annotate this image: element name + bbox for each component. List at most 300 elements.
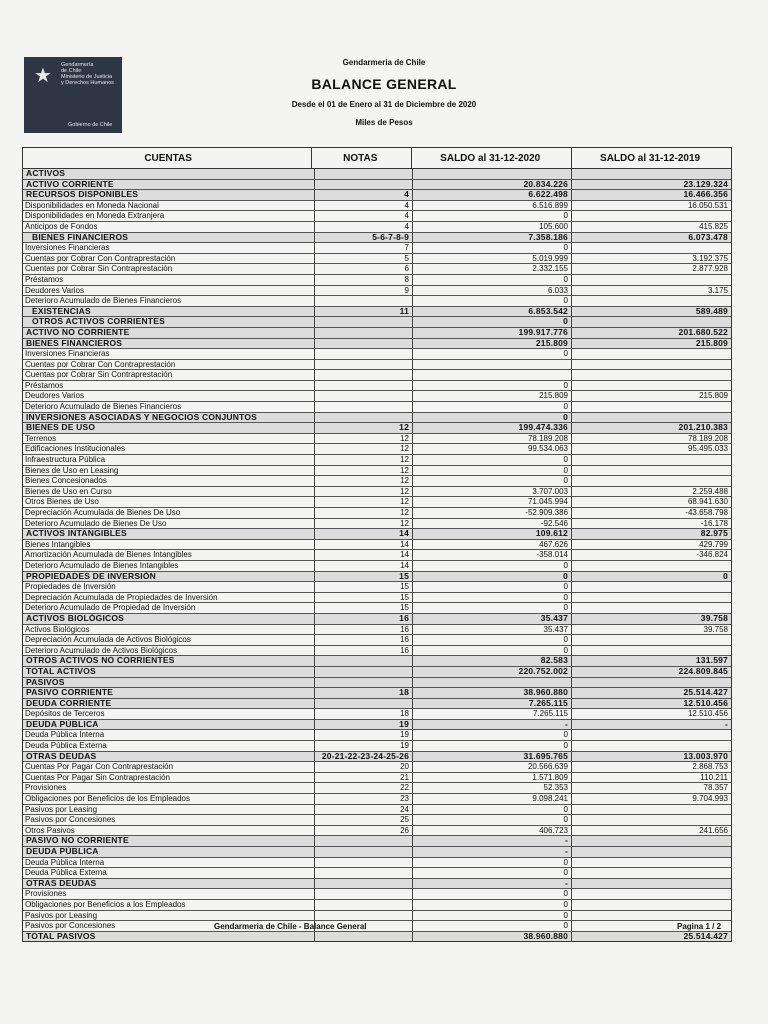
row-label: DEUDA PÚBLICA	[23, 720, 315, 730]
row-notas: 19	[315, 741, 413, 751]
row-notas	[315, 370, 413, 380]
row-saldo-2020: 467.626	[413, 540, 572, 550]
row-label: Activos Biológicos	[23, 625, 315, 635]
table-row	[23, 466, 731, 477]
row-notas: 12	[315, 423, 413, 433]
row-label: Obligaciones por Beneficios a los Empleados	[23, 900, 315, 910]
row-label: Cuentas por Cobrar Sin Contraprestación	[23, 370, 315, 380]
row-label: Inversiones Financieras	[23, 349, 315, 359]
row-label: Depósitos de Terceros	[23, 709, 315, 719]
row-saldo-2020: 0	[413, 911, 572, 921]
row-saldo-2019	[572, 211, 731, 221]
table-header	[23, 148, 731, 169]
row-saldo-2020: 6.516.899	[413, 201, 572, 211]
table-row	[23, 805, 731, 816]
row-saldo-2020: 0	[413, 858, 572, 868]
row-saldo-2019: 2.868.753	[692, 762, 728, 772]
row-saldo-2020: 220.752.002	[413, 667, 572, 677]
row-notas: 19	[315, 720, 413, 730]
row-saldo-2019: 589.489	[695, 306, 728, 316]
table-row	[23, 783, 731, 794]
table-row	[23, 264, 731, 275]
row-saldo-2019: 241.656	[699, 825, 728, 835]
row-saldo-2020: 7.265.115	[413, 709, 572, 719]
column-header-saldo-2019: SALDO al 31-12-2019	[600, 152, 701, 164]
row-label: Bienes de Uso en Leasing	[23, 466, 315, 476]
row-saldo-2020: 35.437	[413, 625, 572, 635]
row-notas: 4	[315, 222, 413, 232]
row-saldo-2020: 52.353	[413, 783, 572, 793]
row-label: ACTIVOS INTANGIBLES	[23, 529, 315, 539]
row-notas: 15	[315, 582, 413, 592]
row-saldo-2020: 0	[413, 413, 572, 423]
row-notas: 19	[315, 730, 413, 740]
row-notas	[315, 678, 413, 688]
row-label: Provisiones	[23, 783, 315, 793]
row-notas: 4	[315, 190, 413, 200]
logo-org-text: Gendarmería de Chile Ministerio de Justicia y Derechos Humanos	[61, 62, 114, 86]
row-label: Otros Bienes de Uso	[23, 497, 315, 507]
row-notas	[315, 667, 413, 677]
table-row	[23, 868, 731, 879]
table-row	[23, 646, 731, 657]
row-label: ACTIVO NO CORRIENTE	[23, 328, 315, 338]
row-saldo-2019: 224.809.845	[678, 666, 728, 676]
row-notas: 25	[315, 815, 413, 825]
table-row	[23, 794, 731, 805]
table-row	[23, 625, 731, 636]
row-label: INVERSIONES ASOCIADAS Y NEGOCIOS CONJUNTOS	[23, 413, 315, 423]
row-saldo-2019: 39.758	[703, 624, 728, 634]
row-saldo-2019	[572, 911, 731, 921]
row-notas	[315, 858, 413, 868]
row-saldo-2020: 0	[413, 593, 572, 603]
row-saldo-2019	[572, 349, 731, 359]
row-saldo-2019	[572, 360, 731, 370]
table-row	[23, 572, 731, 583]
row-notas	[315, 847, 413, 857]
row-label: Pasivos por Concesiones	[23, 815, 315, 825]
table-row	[23, 858, 731, 869]
table-row	[23, 699, 731, 710]
row-saldo-2019	[572, 879, 731, 889]
table-row	[23, 211, 731, 222]
row-saldo-2019	[572, 296, 731, 306]
row-label: EXISTENCIAS	[23, 307, 315, 317]
row-label: Pasivos por Concesiones	[23, 921, 315, 931]
row-label: Deterioro Acumulado de Bienes De Uso	[23, 519, 315, 529]
row-saldo-2019: 16.466.356	[683, 190, 728, 200]
table-row	[23, 455, 731, 466]
row-saldo-2020: 82.583	[413, 656, 572, 666]
row-notas: 16	[315, 646, 413, 656]
table-row	[23, 233, 731, 244]
row-saldo-2020: 109.612	[413, 529, 572, 539]
row-label: Préstamos	[23, 275, 315, 285]
row-saldo-2020: -358.014	[413, 550, 572, 560]
table-row	[23, 529, 731, 540]
table-row	[23, 434, 731, 445]
row-saldo-2019: 78.357	[703, 783, 728, 793]
row-notas	[315, 932, 413, 942]
row-label: PASIVO NO CORRIENTE	[23, 836, 315, 846]
row-saldo-2020: 78.189.208	[413, 434, 572, 444]
row-saldo-2019	[572, 815, 731, 825]
table-row	[23, 286, 731, 297]
row-label: Terrenos	[23, 434, 315, 444]
row-notas	[315, 391, 413, 401]
row-saldo-2020: -52.909.386	[413, 508, 572, 518]
table-row	[23, 836, 731, 847]
row-notas: 7	[315, 243, 413, 253]
row-notas: 20-21-22-23-24-25-26	[315, 752, 413, 762]
row-saldo-2020: 7.358.186	[413, 233, 572, 243]
row-label: BIENES FINANCIEROS	[23, 339, 315, 349]
row-saldo-2019: 131.597	[695, 656, 728, 666]
table-row	[23, 508, 731, 519]
row-label: Anticipos de Fondos	[23, 222, 315, 232]
table-row	[23, 402, 731, 413]
table-row	[23, 614, 731, 625]
row-saldo-2019	[572, 868, 731, 878]
row-saldo-2020: 215.809	[413, 391, 572, 401]
row-saldo-2019	[572, 635, 731, 645]
row-saldo-2019: 215.809	[695, 338, 728, 348]
row-saldo-2019: 12.510.456	[683, 698, 728, 708]
table-row	[23, 413, 731, 424]
row-saldo-2020: 0	[413, 646, 572, 656]
table-body	[23, 169, 731, 941]
row-notas: 14	[315, 561, 413, 571]
row-saldo-2019: 110.211	[700, 772, 728, 782]
table-row	[23, 773, 731, 784]
row-saldo-2019	[572, 317, 731, 327]
row-saldo-2019: 95.495.033	[687, 444, 728, 454]
row-saldo-2019: 12.510.456	[687, 709, 728, 719]
row-notas: 12	[315, 444, 413, 454]
table-row	[23, 497, 731, 508]
row-notas: 12	[315, 476, 413, 486]
row-saldo-2019: 82.975	[700, 529, 728, 539]
row-notas	[315, 328, 413, 338]
row-saldo-2020: 0	[413, 402, 572, 412]
table-row	[23, 635, 731, 646]
row-label: Cuentas Por Pagar Con Contraprestación	[23, 762, 315, 772]
table-row	[23, 540, 731, 551]
row-label: Cuentas por Cobrar Con Contraprestación	[23, 360, 315, 370]
row-label: Cuentas Por Pagar Sin Contraprestación	[23, 773, 315, 783]
row-notas: 12	[315, 466, 413, 476]
table-row	[23, 476, 731, 487]
row-saldo-2020: 0	[413, 805, 572, 815]
row-saldo-2019: 9.704.993	[692, 794, 728, 804]
row-saldo-2019	[572, 730, 731, 740]
table-row	[23, 582, 731, 593]
row-saldo-2019: 2.877.928	[692, 264, 728, 274]
logo-gov-text: Gobierno de Chile	[68, 122, 113, 128]
table-row	[23, 328, 731, 339]
row-saldo-2019: 0	[723, 571, 728, 581]
row-saldo-2020: 5.019.999	[413, 254, 572, 264]
row-saldo-2020: 9.098.241	[413, 794, 572, 804]
row-saldo-2019: 429.799	[699, 539, 728, 549]
row-saldo-2020: -92.546	[413, 519, 572, 529]
table-row	[23, 254, 731, 265]
table-row	[23, 688, 731, 699]
row-notas: 18	[315, 688, 413, 698]
row-label: Pasivos por Leasing	[23, 805, 315, 815]
row-label: Deterioro Acumulado de Bienes Financieros	[23, 296, 315, 306]
row-saldo-2019	[572, 836, 731, 846]
table-row	[23, 911, 731, 922]
row-label: Bienes de Uso en Curso	[23, 487, 315, 497]
row-saldo-2020: 6.622.498	[413, 190, 572, 200]
row-saldo-2020: 2.332.155	[413, 264, 572, 274]
table-row	[23, 879, 731, 890]
period: Desde el 01 de Enero al 31 de Diciembre de 2020	[291, 100, 477, 109]
row-saldo-2019: 3.175	[707, 285, 728, 295]
row-label: Edificaciones Institucionales	[23, 444, 315, 454]
page-title: BALANCE GENERAL	[311, 76, 457, 92]
row-saldo-2019	[572, 275, 731, 285]
row-notas: 14	[315, 540, 413, 550]
row-saldo-2019: 16.050.531	[687, 200, 728, 210]
table-row	[23, 275, 731, 286]
row-notas	[315, 381, 413, 391]
row-notas	[315, 911, 413, 921]
row-saldo-2020: 199.917.776	[413, 328, 572, 338]
row-saldo-2019	[572, 741, 731, 751]
row-saldo-2019: -43.658.798	[685, 508, 728, 517]
table-row	[23, 847, 731, 858]
row-saldo-2019	[572, 476, 731, 486]
row-saldo-2020: 38.960.880	[413, 688, 572, 698]
coat-of-arms-icon: ★	[34, 65, 52, 87]
row-label: Bienes Intangibles	[23, 540, 315, 550]
row-saldo-2020: 0	[413, 603, 572, 613]
row-label: Bienes Concesionados	[23, 476, 315, 486]
row-saldo-2020: 0	[413, 815, 572, 825]
table-row	[23, 307, 731, 318]
row-saldo-2020: 0	[413, 921, 572, 931]
row-saldo-2020: -	[413, 836, 572, 846]
row-saldo-2020: 0	[413, 476, 572, 486]
row-notas: 14	[315, 529, 413, 539]
row-saldo-2019	[572, 593, 731, 603]
row-label: PASIVO CORRIENTE	[23, 688, 315, 698]
row-saldo-2020: 0	[413, 741, 572, 751]
row-saldo-2019	[572, 561, 731, 571]
table-row	[23, 561, 731, 572]
table-row	[23, 222, 731, 233]
row-label: TOTAL PASIVOS	[23, 932, 315, 942]
row-notas: 8	[315, 275, 413, 285]
row-saldo-2019: -346.824	[696, 550, 728, 560]
row-notas	[315, 900, 413, 910]
table-row	[23, 391, 731, 402]
row-label: TOTAL ACTIVOS	[23, 667, 315, 677]
row-label: RECURSOS DISPONIBLES	[23, 190, 315, 200]
row-notas	[315, 296, 413, 306]
table-row	[23, 550, 731, 561]
row-saldo-2020: 105.600	[413, 222, 572, 232]
row-label: ACTIVO CORRIENTE	[23, 180, 315, 190]
table-row	[23, 180, 731, 191]
row-saldo-2020: 0	[413, 381, 572, 391]
row-notas: 4	[315, 201, 413, 211]
row-saldo-2019: 13.003.970	[683, 751, 728, 761]
row-saldo-2019	[572, 413, 731, 423]
row-saldo-2020: 38.960.880	[413, 932, 572, 942]
table-row	[23, 667, 731, 678]
row-saldo-2020: 20.566.639	[413, 762, 572, 772]
row-notas: 5-6-7-8-9	[315, 233, 413, 243]
row-saldo-2019: 201.210.383	[678, 423, 728, 433]
table-row	[23, 423, 731, 434]
row-saldo-2019	[572, 243, 731, 253]
row-label: Deudores Varios	[23, 391, 315, 401]
row-saldo-2020: 0	[413, 455, 572, 465]
row-saldo-2020: -	[413, 847, 572, 857]
row-label: Disponibilidades en Moneda Nacional	[23, 201, 315, 211]
table-row	[23, 487, 731, 498]
row-notas: 18	[315, 709, 413, 719]
row-label: Depreciación Acumulada de Propiedades de Inversión	[23, 593, 315, 603]
table-row	[23, 603, 731, 614]
row-saldo-2020: 31.695.765	[413, 752, 572, 762]
row-saldo-2019	[572, 900, 731, 910]
org-name: Gendarmeria de Chile	[342, 58, 426, 67]
row-saldo-2019: 2.259.488	[692, 486, 728, 496]
row-saldo-2019	[572, 847, 731, 857]
row-saldo-2020: 35.437	[413, 614, 572, 624]
row-label: Deuda Pública Externa	[23, 868, 315, 878]
row-notas	[315, 317, 413, 327]
row-notas: 12	[315, 434, 413, 444]
row-label: Depreciación Acumulada de Activos Biológicos	[23, 635, 315, 645]
row-notas	[315, 413, 413, 423]
row-saldo-2019: 23.129.324	[683, 179, 728, 189]
row-saldo-2019	[572, 169, 731, 179]
table-row	[23, 815, 731, 826]
table-row	[23, 730, 731, 741]
row-saldo-2020: 0	[413, 868, 572, 878]
row-saldo-2019	[572, 381, 731, 391]
row-label: Préstamos	[23, 381, 315, 391]
table-row	[23, 678, 731, 689]
row-saldo-2019	[572, 858, 731, 868]
row-label: Deuda Pública Interna	[23, 730, 315, 740]
balance-table	[22, 147, 732, 942]
row-label: Deterioro Acumulado de Bienes Financieros	[23, 402, 315, 412]
row-label: Infraestructura Pública	[23, 455, 315, 465]
row-label: PASIVOS	[23, 678, 315, 688]
row-saldo-2020: 1.571.809	[413, 773, 572, 783]
row-label: OTRAS DEUDAS	[23, 879, 315, 889]
row-saldo-2020: 0	[413, 243, 572, 253]
row-saldo-2019: 215.809	[699, 391, 728, 401]
row-saldo-2020: 199.474.336	[413, 423, 572, 433]
row-saldo-2019: -16.178	[700, 518, 728, 528]
table-row	[23, 826, 731, 837]
row-notas: 16	[315, 614, 413, 624]
row-label: Obligaciones por Beneficios de los Empleados	[23, 794, 315, 804]
column-header-saldo-2020: SALDO al 31-12-2020	[412, 148, 572, 168]
row-saldo-2020: 6.033	[413, 286, 572, 296]
row-saldo-2019: 39.758	[700, 613, 728, 623]
row-saldo-2020: 7.265.115	[413, 699, 572, 709]
table-row	[23, 370, 731, 381]
row-notas	[315, 889, 413, 899]
row-saldo-2020	[413, 360, 572, 370]
row-notas: 15	[315, 603, 413, 613]
row-saldo-2020: 0	[413, 582, 572, 592]
row-saldo-2019	[572, 603, 731, 613]
row-notas: 26	[315, 826, 413, 836]
row-saldo-2019	[572, 889, 731, 899]
row-notas: 23	[315, 794, 413, 804]
row-saldo-2020: 71.045.994	[413, 497, 572, 507]
row-saldo-2020: 0	[413, 275, 572, 285]
row-saldo-2020: 215.809	[413, 339, 572, 349]
row-saldo-2019: -	[724, 719, 728, 729]
row-label: PROPIEDADES DE INVERSIÓN	[23, 572, 315, 582]
row-saldo-2020	[413, 169, 572, 179]
row-saldo-2020: 406.723	[413, 826, 572, 836]
row-notas	[315, 879, 413, 889]
row-notas	[315, 180, 413, 190]
table-row	[23, 381, 731, 392]
row-label: Cuentas por Cobrar Con Contraprestación	[23, 254, 315, 264]
row-label: Deterioro Acumulado de Activos Biológicos	[23, 646, 315, 656]
row-label: Disponibilidades en Moneda Extranjera	[23, 211, 315, 221]
row-saldo-2019: 415.825	[699, 221, 728, 231]
row-saldo-2019	[572, 805, 731, 815]
row-saldo-2019: 25.514.427	[683, 931, 728, 941]
table-row	[23, 444, 731, 455]
row-notas: 9	[315, 286, 413, 296]
table-row	[23, 593, 731, 604]
table-row	[23, 243, 731, 254]
row-label: Deuda Pública Interna	[23, 858, 315, 868]
row-saldo-2020: 0	[413, 317, 572, 327]
row-label: Deterioro Acumulado de Bienes Intangibles	[23, 561, 315, 571]
row-notas: 11	[315, 307, 413, 317]
table-row	[23, 296, 731, 307]
row-notas: 12	[315, 497, 413, 507]
row-notas: 12	[315, 519, 413, 529]
row-saldo-2020: -	[413, 879, 572, 889]
row-notas: 12	[315, 508, 413, 518]
row-label: DEUDA PÚBLICA	[23, 847, 315, 857]
row-saldo-2019: 6.073.478	[688, 232, 728, 242]
row-notas: 12	[315, 487, 413, 497]
row-saldo-2019: 3.192.375	[692, 253, 728, 263]
row-notas	[315, 699, 413, 709]
table-row	[23, 349, 731, 360]
row-label: Provisiones	[23, 889, 315, 899]
row-saldo-2019	[572, 455, 731, 465]
row-notas	[315, 349, 413, 359]
table-row	[23, 741, 731, 752]
row-saldo-2020: 3.707.003	[413, 487, 572, 497]
table-row	[23, 519, 731, 530]
row-label: Otros Pasivos	[23, 826, 315, 836]
row-label: Deudores Varios	[23, 286, 315, 296]
table-row	[23, 762, 731, 773]
table-row	[23, 709, 731, 720]
row-saldo-2020: 0	[413, 349, 572, 359]
